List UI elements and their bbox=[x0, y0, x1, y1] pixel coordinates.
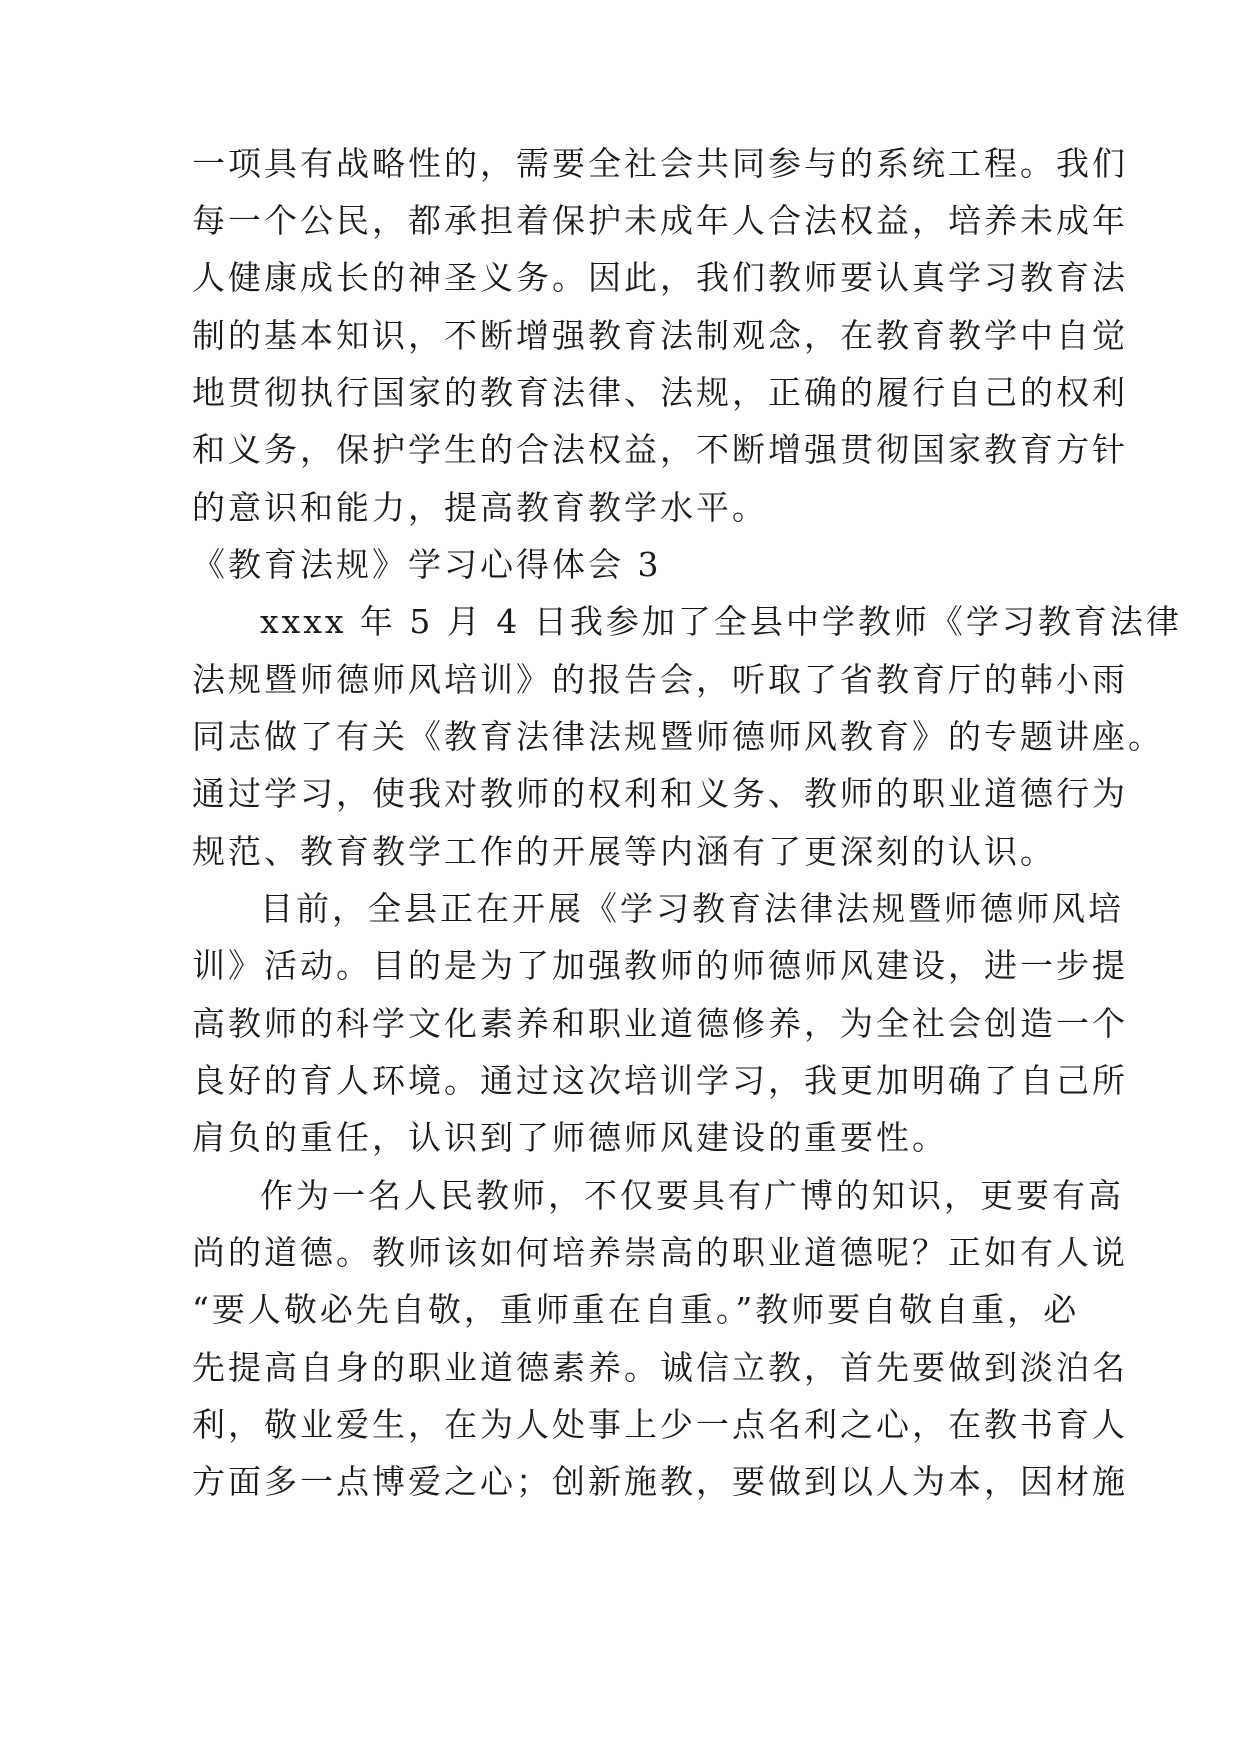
paragraph-2-line-5: 规范、教育教学工作的开展等内涵有了更深刻的认识。 bbox=[192, 832, 1056, 871]
paragraph-3-line-4: 良好的育人环境。通过这次培训学习，我更加明确了自己所 bbox=[192, 1061, 1128, 1100]
paragraph-1-line-4: 制的基本知识，不断增强教育法制观念，在教育教学中自觉 bbox=[192, 316, 1128, 355]
paragraph-3-line-1: 目前，全县正在开展《学习教育法律法规暨师德师风培 bbox=[260, 889, 1124, 928]
paragraph-3-line-3: 高教师的科学文化素养和职业道德修养，为全社会创造一个 bbox=[192, 1004, 1128, 1043]
section-heading: 《教育法规》学习心得体会 3 bbox=[192, 545, 662, 584]
paragraph-1-line-6: 和义务，保护学生的合法权益，不断增强贯彻国家教育方针 bbox=[192, 430, 1128, 469]
paragraph-4-line-3: “要人敬必先自敬，重师重在自重。”教师要自敬自重，必 bbox=[192, 1290, 1080, 1329]
paragraph-4-line-6: 方面多一点博爱之心；创新施教，要做到以人为本，因材施 bbox=[192, 1462, 1128, 1501]
paragraph-2-line-4: 通过学习，使我对教师的权利和义务、教师的职业道德行为 bbox=[192, 774, 1128, 813]
paragraph-1-line-7: 的意识和能力，提高教育教学水平。 bbox=[192, 488, 768, 527]
paragraph-1-line-3: 人健康成长的神圣义务。因此，我们教师要认真学习教育法 bbox=[192, 258, 1128, 297]
paragraph-4-line-4: 先提高自身的职业道德素养。诚信立教，首先要做到淡泊名 bbox=[192, 1348, 1128, 1387]
paragraph-1-line-2: 每一个公民，都承担着保护未成年人合法权益，培养未成年 bbox=[192, 201, 1128, 240]
paragraph-2-line-3: 同志做了有关《教育法律法规暨师德师风教育》的专题讲座。 bbox=[192, 717, 1164, 756]
paragraph-3-line-5: 肩负的重任，认识到了师德师风建设的重要性。 bbox=[192, 1118, 948, 1157]
paragraph-4-line-2: 尚的道德。教师该如何培养崇高的职业道德呢？正如有人说 bbox=[192, 1233, 1128, 1272]
paragraph-2-line-1: xxxx 年 5 月 4 日我参加了全县中学教师《学习教育法律 bbox=[260, 602, 1182, 641]
paragraph-1-line-5: 地贯彻执行国家的教育法律、法规，正确的履行自己的权利 bbox=[192, 373, 1128, 412]
paragraph-3-line-2: 训》活动。目的是为了加强教师的师德师风建设，进一步提 bbox=[192, 946, 1128, 985]
paragraph-4-line-1: 作为一名人民教师，不仅要具有广博的知识，更要有高 bbox=[260, 1176, 1124, 1215]
paragraph-4-line-5: 利，敬业爱生，在为人处事上少一点名利之心，在教书育人 bbox=[192, 1405, 1128, 1444]
paragraph-1-line-1: 一项具有战略性的，需要全社会共同参与的系统工程。我们 bbox=[192, 144, 1128, 183]
paragraph-2-line-2: 法规暨师德师风培训》的报告会，听取了省教育厅的韩小雨 bbox=[192, 660, 1128, 699]
